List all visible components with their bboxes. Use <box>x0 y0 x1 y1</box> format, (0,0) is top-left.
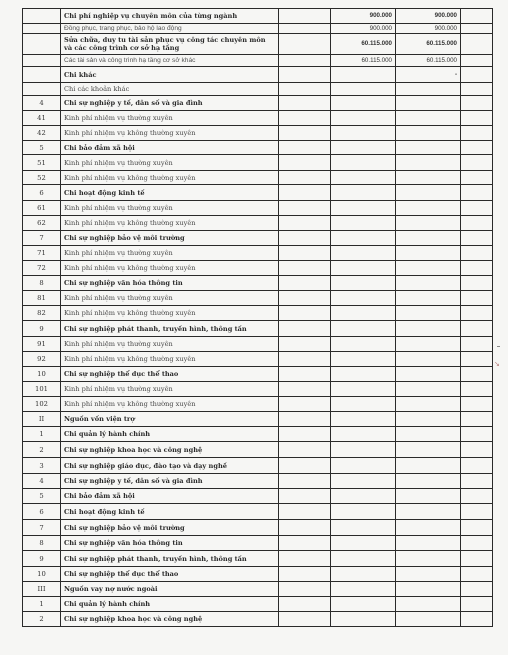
empty-cell <box>461 24 493 34</box>
empty-cell <box>461 551 493 567</box>
row-code: 9 <box>23 321 61 337</box>
empty-cell <box>279 504 331 520</box>
amount-cell <box>396 427 461 442</box>
row-label: Chi quản lý hành chính <box>61 597 279 612</box>
empty-cell <box>461 141 493 155</box>
amount-cell <box>396 126 461 141</box>
row-code: 81 <box>23 291 61 306</box>
amount-cell <box>396 83 461 96</box>
row-code: 72 <box>23 261 61 276</box>
table-row <box>23 612 493 627</box>
table-row <box>23 141 493 155</box>
table-row <box>23 520 493 536</box>
amount-cell: - <box>396 67 461 83</box>
amount-cell <box>331 412 396 427</box>
empty-cell <box>461 185 493 201</box>
empty-cell <box>279 367 331 382</box>
row-code: 10 <box>23 367 61 382</box>
amount-cell <box>396 397 461 412</box>
row-code: 6 <box>23 185 61 201</box>
table-row <box>23 382 493 397</box>
amount-cell <box>396 306 461 321</box>
row-code <box>23 9 61 24</box>
empty-cell <box>279 474 331 489</box>
empty-cell <box>279 231 331 246</box>
empty-cell <box>461 246 493 261</box>
amount-cell <box>331 382 396 397</box>
row-code: 3 <box>23 458 61 474</box>
empty-cell <box>279 185 331 201</box>
amount-cell <box>331 597 396 612</box>
empty-cell <box>461 427 493 442</box>
amount-cell: 60.115.000 <box>396 55 461 67</box>
row-code: 9 <box>23 551 61 567</box>
empty-cell <box>461 489 493 504</box>
table-row <box>23 126 493 141</box>
amount-cell <box>396 321 461 337</box>
amount-cell: 60.115.000 <box>331 55 396 67</box>
amount-cell <box>331 216 396 231</box>
amount-cell <box>396 352 461 367</box>
table-row <box>23 201 493 216</box>
amount-cell <box>396 382 461 397</box>
row-label: Chi sự nghiệp y tế, dân số và gia đình <box>61 474 279 489</box>
empty-cell <box>279 216 331 231</box>
empty-cell <box>279 551 331 567</box>
empty-cell <box>461 442 493 458</box>
row-label: Chi sự nghiệp bảo vệ môi trường <box>61 231 279 246</box>
amount-cell <box>396 291 461 306</box>
row-label: Kinh phí nhiệm vụ không thường xuyên <box>61 306 279 321</box>
amount-cell <box>396 337 461 352</box>
amount-cell <box>331 536 396 551</box>
row-code <box>23 24 61 34</box>
table-row <box>23 412 493 427</box>
amount-cell <box>331 261 396 276</box>
empty-cell <box>461 306 493 321</box>
row-code: 82 <box>23 306 61 321</box>
table-row <box>23 96 493 111</box>
row-label: Chi sự nghiệp y tế, dân số và gia đình <box>61 96 279 111</box>
empty-cell <box>461 55 493 67</box>
row-label: Chi sự nghiệp thể dục thể thao <box>61 567 279 582</box>
row-code: 101 <box>23 382 61 397</box>
row-code: 2 <box>23 612 61 627</box>
row-label: Kinh phí nhiệm vụ thường xuyên <box>61 291 279 306</box>
row-label: Kinh phí nhiệm vụ thường xuyên <box>61 155 279 171</box>
empty-cell <box>461 96 493 111</box>
empty-cell <box>279 261 331 276</box>
empty-cell <box>279 352 331 367</box>
row-label: Kinh phí nhiệm vụ thường xuyên <box>61 337 279 352</box>
row-code: 1 <box>23 427 61 442</box>
empty-cell <box>461 201 493 216</box>
row-code: III <box>23 582 61 597</box>
amount-cell <box>331 427 396 442</box>
empty-cell <box>461 276 493 291</box>
empty-cell <box>279 111 331 126</box>
table-row <box>23 55 493 67</box>
row-label: Kinh phí nhiệm vụ không thường xuyên <box>61 216 279 231</box>
amount-cell <box>331 67 396 83</box>
table-row <box>23 171 493 185</box>
empty-cell <box>279 520 331 536</box>
empty-cell <box>461 382 493 397</box>
empty-cell <box>461 9 493 24</box>
empty-cell <box>461 352 493 367</box>
empty-cell <box>461 582 493 597</box>
empty-cell <box>279 582 331 597</box>
table-row <box>23 367 493 382</box>
row-label: Kinh phí nhiệm vụ thường xuyên <box>61 111 279 126</box>
amount-cell <box>396 442 461 458</box>
table-row <box>23 9 493 24</box>
empty-cell <box>461 216 493 231</box>
amount-cell <box>396 276 461 291</box>
empty-cell <box>461 126 493 141</box>
empty-cell <box>461 111 493 126</box>
table-row <box>23 582 493 597</box>
amount-cell <box>396 504 461 520</box>
amount-cell <box>396 171 461 185</box>
row-code: 10 <box>23 567 61 582</box>
amount-cell: 900.000 <box>331 24 396 34</box>
table-row <box>23 306 493 321</box>
amount-cell: 60.115.000 <box>331 34 396 55</box>
amount-cell <box>396 536 461 551</box>
empty-cell <box>461 321 493 337</box>
empty-cell <box>279 567 331 582</box>
empty-cell <box>279 9 331 24</box>
table-row <box>23 352 493 367</box>
row-label: Kinh phí nhiệm vụ không thường xuyên <box>61 397 279 412</box>
amount-cell <box>331 246 396 261</box>
row-label: Nguồn vay nợ nước ngoài <box>61 582 279 597</box>
amount-cell <box>396 612 461 627</box>
amount-cell <box>396 216 461 231</box>
amount-cell <box>331 306 396 321</box>
row-code: 51 <box>23 155 61 171</box>
amount-cell <box>331 567 396 582</box>
table-row <box>23 155 493 171</box>
table-row <box>23 83 493 96</box>
row-label: Chi sự nghiệp thể dục thể thao <box>61 367 279 382</box>
amount-cell <box>331 201 396 216</box>
amount-cell <box>396 141 461 155</box>
amount-cell <box>331 185 396 201</box>
row-label: Chi sự nghiệp phát thanh, truyền hình, thông tấn <box>61 321 279 337</box>
table-row <box>23 337 493 352</box>
row-code: 8 <box>23 276 61 291</box>
empty-cell <box>279 306 331 321</box>
amount-cell <box>331 126 396 141</box>
row-label: Chi hoạt động kinh tế <box>61 185 279 201</box>
row-code: 7 <box>23 520 61 536</box>
table-row <box>23 231 493 246</box>
amount-cell <box>331 551 396 567</box>
row-label: Chi sự nghiệp văn hóa thông tin <box>61 536 279 551</box>
empty-cell <box>279 276 331 291</box>
row-label: Kinh phí nhiệm vụ không thường xuyên <box>61 126 279 141</box>
amount-cell <box>396 261 461 276</box>
empty-cell <box>461 291 493 306</box>
amount-cell <box>396 155 461 171</box>
amount-cell <box>396 185 461 201</box>
table-row <box>23 111 493 126</box>
row-code: 102 <box>23 397 61 412</box>
empty-cell <box>279 155 331 171</box>
row-code: 5 <box>23 489 61 504</box>
amount-cell <box>396 367 461 382</box>
row-code: 41 <box>23 111 61 126</box>
empty-cell <box>279 536 331 551</box>
amount-cell <box>331 489 396 504</box>
empty-cell <box>279 126 331 141</box>
amount-cell <box>331 520 396 536</box>
empty-cell <box>279 337 331 352</box>
empty-cell <box>279 427 331 442</box>
row-label: Đồng phục, trang phục, bảo hộ lao động <box>61 24 279 34</box>
amount-cell: 900.000 <box>331 9 396 24</box>
empty-cell <box>461 612 493 627</box>
empty-cell <box>461 261 493 276</box>
row-code <box>23 55 61 67</box>
row-code <box>23 83 61 96</box>
table-row <box>23 67 493 83</box>
empty-cell <box>461 474 493 489</box>
budget-expenditure-table <box>22 8 493 627</box>
row-label: Chi các khoản khác <box>61 83 279 96</box>
table-row <box>23 34 493 55</box>
table-row <box>23 551 493 567</box>
row-label: Chi sự nghiệp khoa học và công nghệ <box>61 442 279 458</box>
empty-cell <box>279 397 331 412</box>
empty-cell <box>279 246 331 261</box>
row-label: Chi sự nghiệp khoa học và công nghệ <box>61 612 279 627</box>
row-code: 4 <box>23 474 61 489</box>
margin-tick <box>497 346 500 347</box>
row-label: Chi phí nghiệp vụ chuyên môn của từng ngành <box>61 9 279 24</box>
row-label: Chi sự nghiệp văn hóa thông tin <box>61 276 279 291</box>
row-code: 71 <box>23 246 61 261</box>
empty-cell <box>461 597 493 612</box>
amount-cell <box>331 141 396 155</box>
row-label: Kinh phí nhiệm vụ thường xuyên <box>61 201 279 216</box>
row-code: 1 <box>23 597 61 612</box>
empty-cell <box>279 382 331 397</box>
empty-cell <box>461 397 493 412</box>
amount-cell <box>396 246 461 261</box>
amount-cell <box>331 582 396 597</box>
empty-cell <box>279 171 331 185</box>
empty-cell <box>461 367 493 382</box>
row-label: Nguồn vốn viện trợ <box>61 412 279 427</box>
amount-cell <box>396 474 461 489</box>
empty-cell <box>279 141 331 155</box>
amount-cell: 900.000 <box>396 9 461 24</box>
amount-cell <box>396 231 461 246</box>
amount-cell <box>331 352 396 367</box>
amount-cell <box>396 412 461 427</box>
amount-cell <box>331 474 396 489</box>
row-label: Kinh phí nhiệm vụ không thường xuyên <box>61 261 279 276</box>
margin-scribble: ↘ <box>494 361 500 368</box>
amount-cell <box>396 597 461 612</box>
amount-cell <box>331 83 396 96</box>
row-code: 42 <box>23 126 61 141</box>
row-label: Chi bảo đảm xã hội <box>61 489 279 504</box>
empty-cell <box>461 155 493 171</box>
row-label: Chi hoạt động kinh tế <box>61 504 279 520</box>
amount-cell <box>331 111 396 126</box>
amount-cell <box>396 567 461 582</box>
empty-cell <box>279 24 331 34</box>
amount-cell <box>331 504 396 520</box>
empty-cell <box>461 567 493 582</box>
amount-cell <box>396 201 461 216</box>
empty-cell <box>461 536 493 551</box>
amount-cell <box>331 367 396 382</box>
empty-cell <box>461 171 493 185</box>
row-code: 62 <box>23 216 61 231</box>
table-row <box>23 597 493 612</box>
empty-cell <box>279 83 331 96</box>
empty-cell <box>279 442 331 458</box>
empty-cell <box>279 321 331 337</box>
row-code: 5 <box>23 141 61 155</box>
table-row <box>23 185 493 201</box>
row-label: Chi khác <box>61 67 279 83</box>
table-row <box>23 442 493 458</box>
row-code: 92 <box>23 352 61 367</box>
amount-cell <box>331 321 396 337</box>
amount-cell <box>331 155 396 171</box>
empty-cell <box>279 291 331 306</box>
row-label: Chi sự nghiệp giáo dục, đào tạo và dạy nghề <box>61 458 279 474</box>
amount-cell <box>396 551 461 567</box>
empty-cell <box>279 412 331 427</box>
table-row <box>23 321 493 337</box>
row-label: Chi sự nghiệp bảo vệ môi trường <box>61 520 279 536</box>
table-row <box>23 458 493 474</box>
row-code: 6 <box>23 504 61 520</box>
row-code: 2 <box>23 442 61 458</box>
empty-cell <box>461 520 493 536</box>
row-label: Kinh phí nhiệm vụ thường xuyên <box>61 246 279 261</box>
row-label: Các tài sản và công trình hạ tầng cơ sở khác <box>61 55 279 67</box>
row-label: Chi sự nghiệp phát thanh, truyền hình, thông tấn <box>61 551 279 567</box>
row-code: 8 <box>23 536 61 551</box>
table-row <box>23 24 493 34</box>
empty-cell <box>279 67 331 83</box>
amount-cell <box>331 458 396 474</box>
amount-cell <box>331 276 396 291</box>
row-code <box>23 67 61 83</box>
row-code: 91 <box>23 337 61 352</box>
row-code <box>23 34 61 55</box>
empty-cell <box>279 34 331 55</box>
amount-cell <box>396 111 461 126</box>
table-row <box>23 474 493 489</box>
amount-cell <box>396 520 461 536</box>
table-row <box>23 216 493 231</box>
row-label: Chi quản lý hành chính <box>61 427 279 442</box>
amount-cell <box>396 489 461 504</box>
row-label: Kinh phí nhiệm vụ không thường xuyên <box>61 171 279 185</box>
empty-cell <box>279 612 331 627</box>
empty-cell <box>279 489 331 504</box>
table-row <box>23 246 493 261</box>
table-row <box>23 291 493 306</box>
table-row <box>23 489 493 504</box>
row-label: Chi bảo đảm xã hội <box>61 141 279 155</box>
amount-cell <box>331 291 396 306</box>
table-body <box>23 9 493 627</box>
row-code: 52 <box>23 171 61 185</box>
row-code: 4 <box>23 96 61 111</box>
amount-cell <box>331 231 396 246</box>
amount-cell: 900.000 <box>396 24 461 34</box>
empty-cell <box>461 504 493 520</box>
amount-cell <box>331 171 396 185</box>
amount-cell <box>331 442 396 458</box>
amount-cell <box>396 458 461 474</box>
row-code: 61 <box>23 201 61 216</box>
row-label: Sửa chữa, duy tu tài sản phục vụ công tác chuyên môn và các công trình cơ sở hạ tầng <box>61 34 279 55</box>
empty-cell <box>461 458 493 474</box>
row-label: Kinh phí nhiệm vụ không thường xuyên <box>61 352 279 367</box>
table-row <box>23 427 493 442</box>
empty-cell <box>279 55 331 67</box>
table-row <box>23 536 493 551</box>
empty-cell <box>279 96 331 111</box>
row-label: Kinh phí nhiệm vụ thường xuyên <box>61 382 279 397</box>
amount-cell: 60.115.000 <box>396 34 461 55</box>
empty-cell <box>279 597 331 612</box>
empty-cell <box>279 458 331 474</box>
empty-cell <box>461 337 493 352</box>
amount-cell <box>331 612 396 627</box>
amount-cell <box>396 582 461 597</box>
table-row <box>23 276 493 291</box>
table-row <box>23 397 493 412</box>
table-row <box>23 504 493 520</box>
amount-cell <box>331 397 396 412</box>
amount-cell <box>331 337 396 352</box>
row-code: II <box>23 412 61 427</box>
amount-cell <box>331 96 396 111</box>
empty-cell <box>279 201 331 216</box>
amount-cell <box>396 96 461 111</box>
table-row <box>23 567 493 582</box>
empty-cell <box>461 83 493 96</box>
empty-cell <box>461 412 493 427</box>
empty-cell <box>461 34 493 55</box>
empty-cell <box>461 231 493 246</box>
empty-cell <box>461 67 493 83</box>
row-code: 7 <box>23 231 61 246</box>
table-row <box>23 261 493 276</box>
